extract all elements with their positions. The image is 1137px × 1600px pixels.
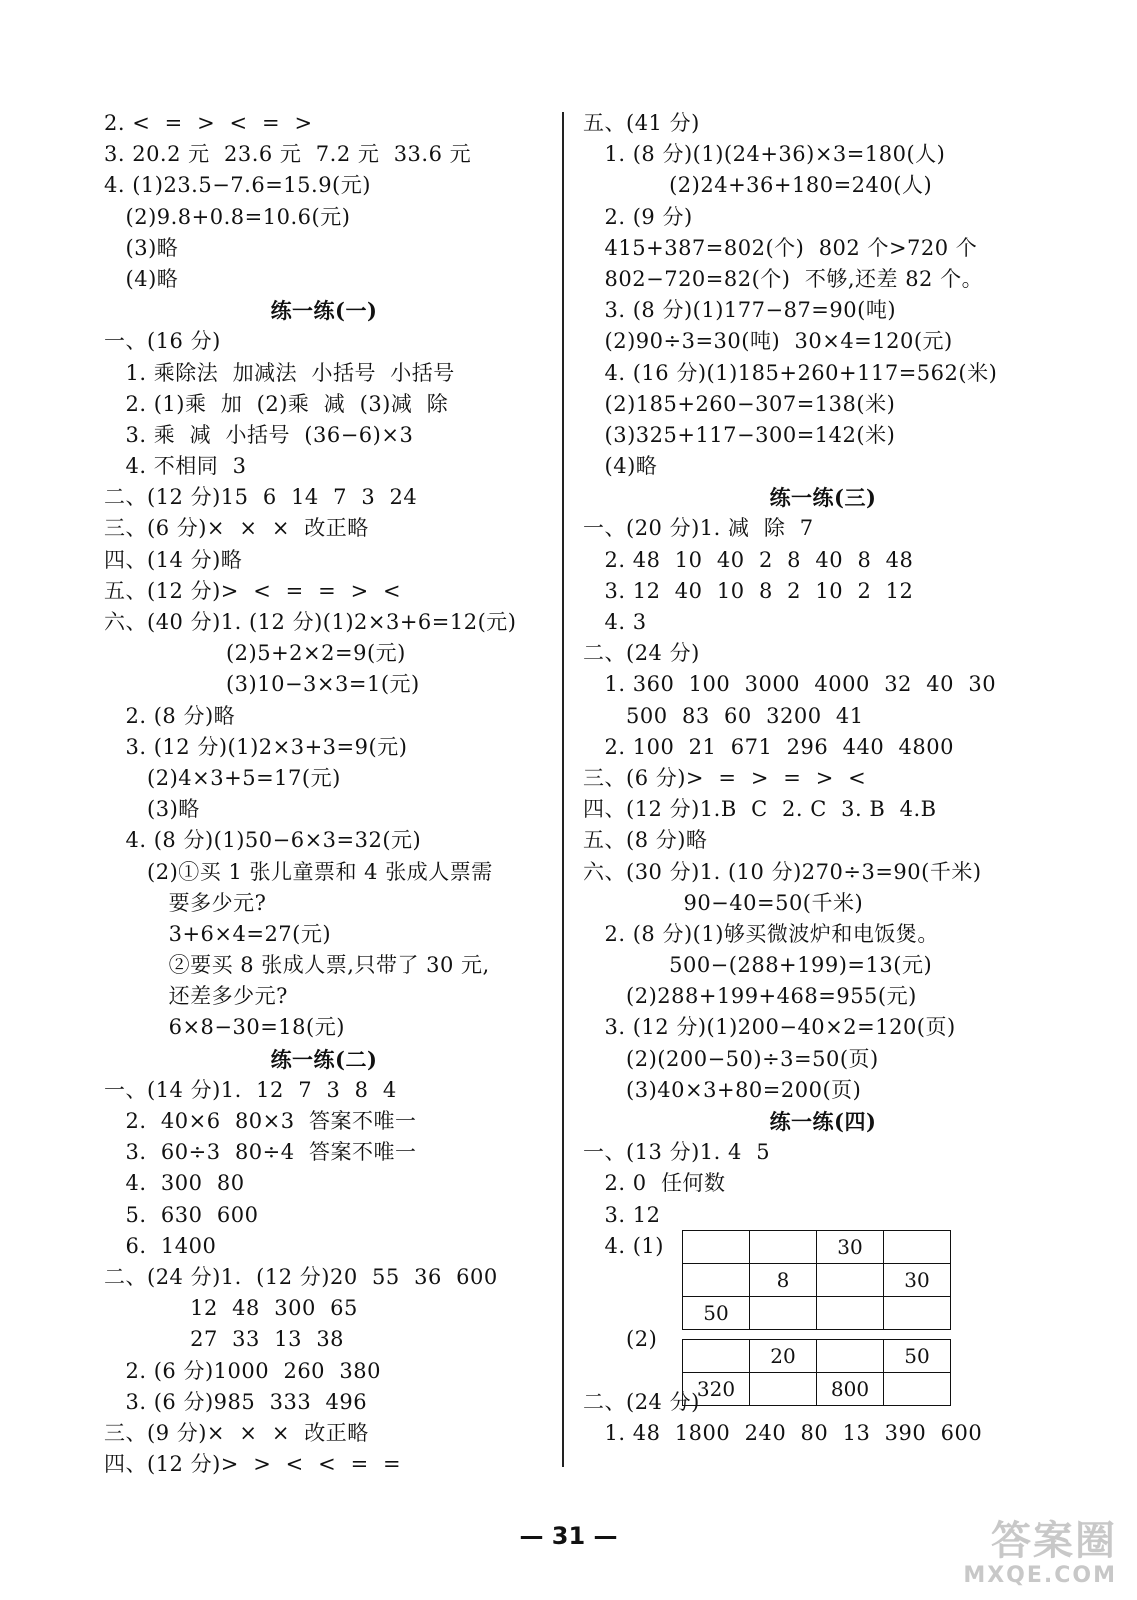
watermark bbox=[963, 1519, 1117, 1588]
grid-row bbox=[683, 1231, 951, 1264]
grid-cell: 30 bbox=[884, 1264, 951, 1297]
answer-line: (2)①买 1 张儿童票和 4 张成人票需 bbox=[104, 859, 493, 884]
answer-line: 三、(6 分)> = > = > < bbox=[583, 765, 867, 790]
answer-line: 4. (1) bbox=[583, 1233, 664, 1258]
answer-line: 一、(13 分)1. 4 5 bbox=[583, 1140, 771, 1165]
answer-line: 要多少元? bbox=[104, 890, 267, 915]
grid-cell bbox=[750, 1297, 817, 1330]
watermark-logo: 答案圈 bbox=[991, 1518, 1117, 1564]
answer-line: (2)4×3+5=17(元) bbox=[104, 765, 341, 790]
grid-cell: 800 bbox=[817, 1373, 884, 1406]
answer-line: 3. 乘 减 小括号 (36−6)×3 bbox=[104, 422, 414, 447]
answer-line: 2. (9 分) bbox=[583, 204, 693, 229]
grid-cell bbox=[750, 1373, 817, 1406]
answer-line: 2. (8 分)略 bbox=[104, 703, 236, 728]
answer-line: 4. (1)23.5−7.6=15.9(元) bbox=[104, 173, 371, 198]
answer-line: 六、(40 分)1. (12 分)(1)2×3+6=12(元) bbox=[104, 610, 517, 634]
watermark-url: MXQE.COM bbox=[963, 1563, 1117, 1588]
grid-cell: 8 bbox=[750, 1264, 817, 1297]
answer-line: (4)略 bbox=[104, 266, 179, 291]
grid-cell: 20 bbox=[750, 1340, 817, 1373]
answer-line: 2. (8 分)(1)够买微波炉和电饭煲。 bbox=[583, 921, 939, 946]
answer-line: 3. 60÷3 80÷4 答案不唯一 bbox=[104, 1140, 417, 1165]
answer-line: 90−40=50(千米) bbox=[583, 890, 864, 915]
answer-line: 五、(41 分) bbox=[583, 111, 700, 135]
answer-line: (2)288+199+468=955(元) bbox=[583, 984, 917, 1009]
answer-line: 802−720=82(个) 不够,还差 82 个。 bbox=[583, 266, 984, 291]
answer-line: 2. (6 分)1000 260 380 bbox=[104, 1358, 381, 1383]
answer-line: 3. 20.2 元 23.6 元 7.2 元 33.6 元 bbox=[104, 142, 472, 167]
answer-line: 4. 300 80 bbox=[104, 1171, 245, 1196]
answer-line: (2)9.8+0.8=10.6(元) bbox=[104, 204, 351, 229]
answer-line: (3)略 bbox=[104, 797, 200, 822]
answer-line: 3. (8 分)(1)177−87=90(吨) bbox=[583, 298, 897, 323]
answer-line: (2)5+2×2=9(元) bbox=[104, 641, 406, 666]
answer-line: 3. (12 分)(1)200−40×2=120(页) bbox=[583, 1015, 956, 1040]
answer-line: 4. (8 分)(1)50−6×3=32(元) bbox=[104, 828, 422, 853]
grid-cell bbox=[817, 1297, 884, 1330]
answer-line: 3. (12 分)(1)2×3+3=9(元) bbox=[104, 734, 408, 759]
answer-line: 6. 1400 bbox=[104, 1233, 217, 1258]
answer-line: 2. 48 10 40 2 8 40 8 48 bbox=[583, 547, 914, 572]
answer-line: 四、(14 分)略 bbox=[104, 547, 243, 572]
answer-line: 一、(16 分) bbox=[104, 329, 221, 354]
section-title: 练一练(三) bbox=[769, 485, 877, 511]
answer-line: 六、(30 分)1. (10 分)270÷3=90(千米) bbox=[583, 859, 982, 884]
answer-line: 二、(12 分)15 6 14 7 3 24 bbox=[104, 485, 418, 510]
grid-cell bbox=[884, 1297, 951, 1330]
answer-line: 1. (8 分)(1)(24+36)×3=180(人) bbox=[583, 142, 946, 167]
answer-line: 二、(24 分)1. (12 分)20 55 36 600 bbox=[104, 1264, 498, 1289]
answer-line: 一、(20 分)1. 减 除 7 bbox=[583, 516, 814, 541]
answer-line: (2) bbox=[583, 1327, 658, 1352]
answer-line: 四、(12 分)1.B C 2. C 3. B 4.B bbox=[583, 797, 937, 822]
answer-line: 4. 不相同 3 bbox=[104, 454, 247, 479]
answer-line: (3)略 bbox=[104, 235, 179, 260]
answer-line: 五、(12 分)> < = = > < bbox=[104, 578, 402, 603]
answer-line: 1. 48 1800 240 80 13 390 600 bbox=[583, 1420, 983, 1445]
answer-line: 3. 12 bbox=[583, 1202, 661, 1227]
answer-line: 4. (16 分)(1)185+260+117=562(米) bbox=[583, 360, 998, 385]
answer-line: 4. 3 bbox=[583, 610, 647, 634]
answer-line: (2)(200−50)÷3=50(页) bbox=[583, 1046, 879, 1071]
answer-line: (2)90÷3=30(吨) 30×4=120(元) bbox=[583, 329, 953, 354]
grid-row bbox=[683, 1373, 951, 1406]
answer-line: 四、(12 分)> > < < = = bbox=[104, 1452, 402, 1477]
page-number: — 31 — bbox=[519, 1522, 618, 1550]
answer-line: (3)10−3×3=1(元) bbox=[104, 672, 420, 697]
answer-line: 27 33 13 38 bbox=[104, 1327, 345, 1352]
answer-line: 三、(6 分)× × × 改正略 bbox=[104, 516, 369, 541]
answer-line: 1. 乘除法 加减法 小括号 小括号 bbox=[104, 360, 455, 385]
answer-line: (2)185+260−307=138(米) bbox=[583, 391, 896, 416]
answer-line: 3. 12 40 10 8 2 10 2 12 bbox=[583, 578, 914, 603]
answer-line: ②要买 8 张成人票,只带了 30 元, bbox=[104, 953, 490, 978]
answer-line: 五、(8 分)略 bbox=[583, 828, 708, 853]
answer-line: 二、(24 分) bbox=[583, 641, 700, 666]
answer-line: 415+387=802(个) 802 个>720 个 bbox=[583, 235, 978, 260]
answer-line: 2. (1)乘 加 (2)乘 减 (3)减 除 bbox=[104, 391, 449, 416]
answer-line: 12 48 300 65 bbox=[104, 1296, 358, 1321]
grid-cell: 320 bbox=[683, 1373, 750, 1406]
grid-row bbox=[683, 1264, 951, 1297]
answer-line: 2. < = > < = > bbox=[104, 111, 313, 135]
grid-cell bbox=[817, 1264, 884, 1297]
grid-row bbox=[683, 1297, 951, 1330]
answer-line: 5. 630 600 bbox=[104, 1202, 259, 1227]
answer-line: 3+6×4=27(元) bbox=[104, 921, 332, 946]
answer-line: 500 83 60 3200 41 bbox=[583, 703, 864, 728]
answer-line: 一、(14 分)1. 12 7 3 8 4 bbox=[104, 1077, 397, 1102]
answer-line: 还差多少元? bbox=[104, 984, 288, 1009]
answer-line: 三、(9 分)× × × 改正略 bbox=[104, 1420, 369, 1445]
answer-line: 3. (6 分)985 333 496 bbox=[104, 1389, 368, 1414]
grid-cell bbox=[817, 1340, 884, 1373]
answer-grid-2 bbox=[682, 1339, 951, 1406]
answer-line: 2. 100 21 671 296 440 4800 bbox=[583, 734, 954, 759]
grid-cell bbox=[884, 1231, 951, 1264]
grid-cell bbox=[884, 1373, 951, 1406]
answer-line: (3)325+117−300=142(米) bbox=[583, 422, 896, 447]
section-title: 练一练(二) bbox=[270, 1046, 378, 1072]
grid-cell bbox=[683, 1231, 750, 1264]
section-title: 练一练(一) bbox=[270, 298, 378, 324]
answer-line: 2. 40×6 80×3 答案不唯一 bbox=[104, 1109, 417, 1133]
grid-cell bbox=[683, 1264, 750, 1297]
grid-cell bbox=[683, 1340, 750, 1373]
left-answer-column bbox=[104, 108, 544, 1480]
grid-cell: 50 bbox=[683, 1297, 750, 1330]
section-title: 练一练(四) bbox=[769, 1109, 877, 1134]
answer-line: 6×8−30=18(元) bbox=[104, 1015, 345, 1040]
column-divider bbox=[562, 112, 564, 1467]
grid-cell: 50 bbox=[884, 1340, 951, 1373]
answer-line: 500−(288+199)=13(元) bbox=[583, 953, 933, 978]
answer-line: (3)40×3+80=200(页) bbox=[583, 1077, 862, 1102]
answer-grid-1 bbox=[682, 1230, 951, 1330]
grid-row bbox=[683, 1340, 951, 1373]
grid-cell: 30 bbox=[817, 1231, 884, 1264]
grid-cell bbox=[750, 1231, 817, 1264]
answer-line: 2. 0 任何数 bbox=[583, 1171, 726, 1196]
answer-line: (2)24+36+180=240(人) bbox=[583, 173, 933, 198]
answer-line: 1. 360 100 3000 4000 32 40 30 bbox=[583, 672, 997, 697]
answer-line: (4)略 bbox=[583, 454, 658, 479]
answer-line: 二、(24 分) bbox=[583, 1389, 700, 1414]
